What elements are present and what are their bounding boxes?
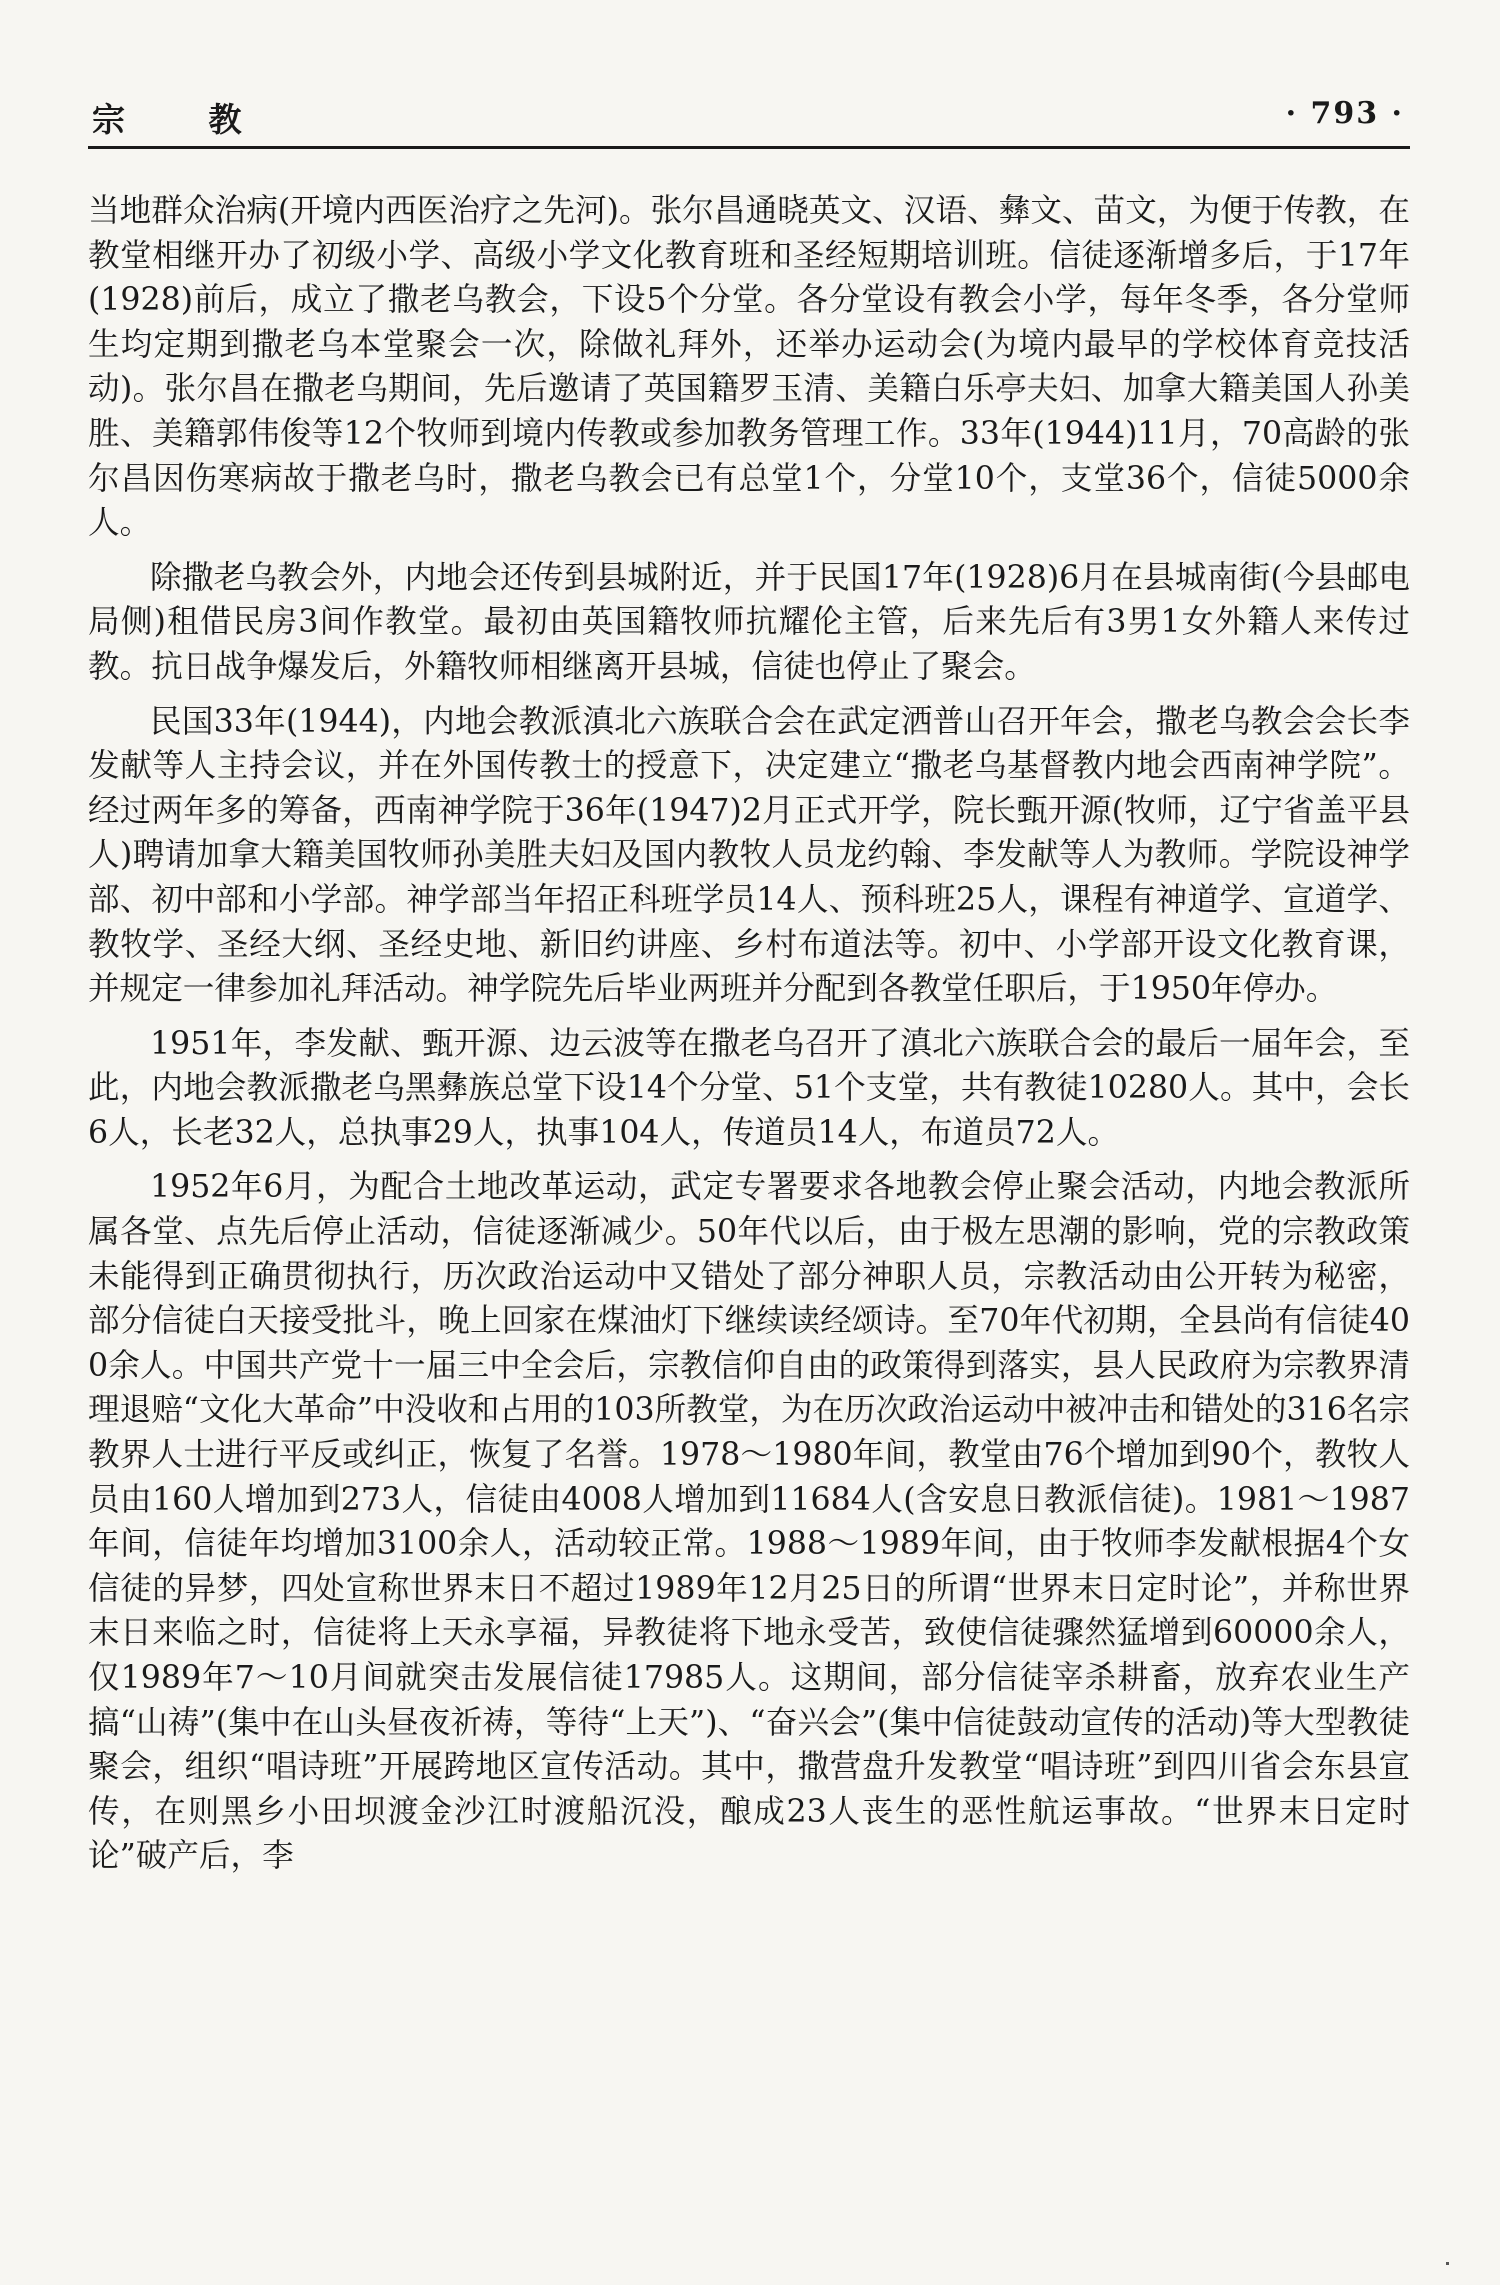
paragraph: 民国33年(1944)，内地会教派滇北六族联合会在武定洒普山召开年会，撒老乌教会会长李发献等人主持会议，并在外国传教士的授意下，决定建立“撒老乌基督教内地会西南神学院”。经过两年多的筹备，西南神学院于36年(1947)2月正式开学，院长甄开源(牧师，辽宁省盖平县人)聘请加拿大籍美国牧师孙美胜夫妇及国内教牧人员龙约翰、李发献等人为教师。学院设神学部、初中部和小学部。神学部当年招正科班学员14人、预科班25人，课程有神道学、宣道学、教牧学、圣经大纲、圣经史地、新旧约讲座、乡村布道法等。初中、小学部开设文化教育课，并规定一律参加礼拜活动。神学院先后毕业两班并分配到各教堂任职后，于1950年停办。 — [88, 703, 1410, 1008]
body-text — [88, 189, 1410, 1879]
book-page — [88, 92, 1410, 1889]
section-title: 宗 教 — [92, 100, 278, 139]
paragraph: 1952年6月，为配合土地改革运动，武定专署要求各地教会停止聚会活动，内地会教派所属各堂、点先后停止活动，信徒逐渐减少。50年代以后，由于极左思潮的影响，党的宗教政策未能得到正确贯彻执行，历次政治运动中又错处了部分神职人员，宗教活动由公开转为秘密，部分信徒白天接受批斗，晚上回家在煤油灯下继续读经颂诗。至70年代初期，全县尚有信徒400余人。中国共产党十一届三中全会后，宗教信仰自由的政策得到落实，县人民政府为宗教界清理退赔“文化大革命”中没收和占用的103所教堂，为在历次政治运动中被冲击和错处的316名宗教界人士进行平反或纠正，恢复了名誉。1978～1980年间，教堂由76个增加到90个，教牧人员由160人增加到273人，信徒由4008人增加到11684人(含安息日教派信徒)。1981～1987年间，信徒年均增加3100余人，活动较正常。1988～1989年间，由于牧师李发献根据4个女信徒的异梦，四处宣称世界末日不超过1989年12月25日的所谓“世界末日定时论”，并称世界末日来临之时，信徒将上天永享福，异教徒将下地永受苦，致使信徒骤然猛增到60000余人，仅1989年7～10月间就突击发展信徒17985人。这期间，部分信徒宰杀耕畜，放弃农业生产搞“山祷”(集中在山头昼夜祈祷，等待“上天”)、“奋兴会”(集中信徒鼓动宣传的活动)等大型教徒聚会，组织“唱诗班”开展跨地区宣传活动。其中，撒营盘升发教堂“唱诗班”到四川省会东县宣传，在则黑乡小田坝渡金沙江时渡船沉没，酿成23人丧生的恶性航运事故。“世界末日定时论”破产后，李 — [88, 1169, 1410, 1875]
paragraph: 除撒老乌教会外，内地会还传到县城附近，并于民国17年(1928)6月在县城南街(今县邮电局侧)租借民房3间作教堂。最初由英国籍牧师抗耀伦主管，后来先后有3男1女外籍人来传过教。抗日战争爆发后，外籍牧师相继离开县城，信徒也停止了聚会。 — [88, 559, 1410, 685]
paragraph: 当地群众治病(开境内西医治疗之先河)。张尔昌通晓英文、汉语、彝文、苗文，为便于传教，在教堂相继开办了初级小学、高级小学文化教育班和圣经短期培训班。信徒逐渐增多后，于17年(1928)前后，成立了撒老乌教会，下设5个分堂。各分堂设有教会小学，每年冬季，各分堂师生均定期到撒老乌本堂聚会一次，除做礼拜外，还举办运动会(为境内最早的学校体育竞技活动)。张尔昌在撒老乌期间，先后邀请了英国籍罗玉清、美籍白乐亭夫妇、加拿大籍美国人孙美胜、美籍郭伟俊等12个牧师到境内传教或参加教务管理工作。33年(1944)11月，70高龄的张尔昌因伤寒病故于撒老乌时，撒老乌教会已有总堂1个，分堂10个，支堂36个，信徒5000余人。 — [88, 193, 1410, 542]
page-header — [88, 92, 1410, 149]
scan-speck — [1446, 2262, 1449, 2265]
page-number: · 793 · — [1285, 96, 1404, 131]
paragraph: 1951年，李发献、甄开源、边云波等在撒老乌召开了滇北六族联合会的最后一届年会，至此，内地会教派撒老乌黑彝族总堂下设14个分堂、51个支堂，共有教徒10280人。其中，会长6人，长老32人，总执事29人，执事104人，传道员14人，布道员72人。 — [88, 1025, 1410, 1151]
